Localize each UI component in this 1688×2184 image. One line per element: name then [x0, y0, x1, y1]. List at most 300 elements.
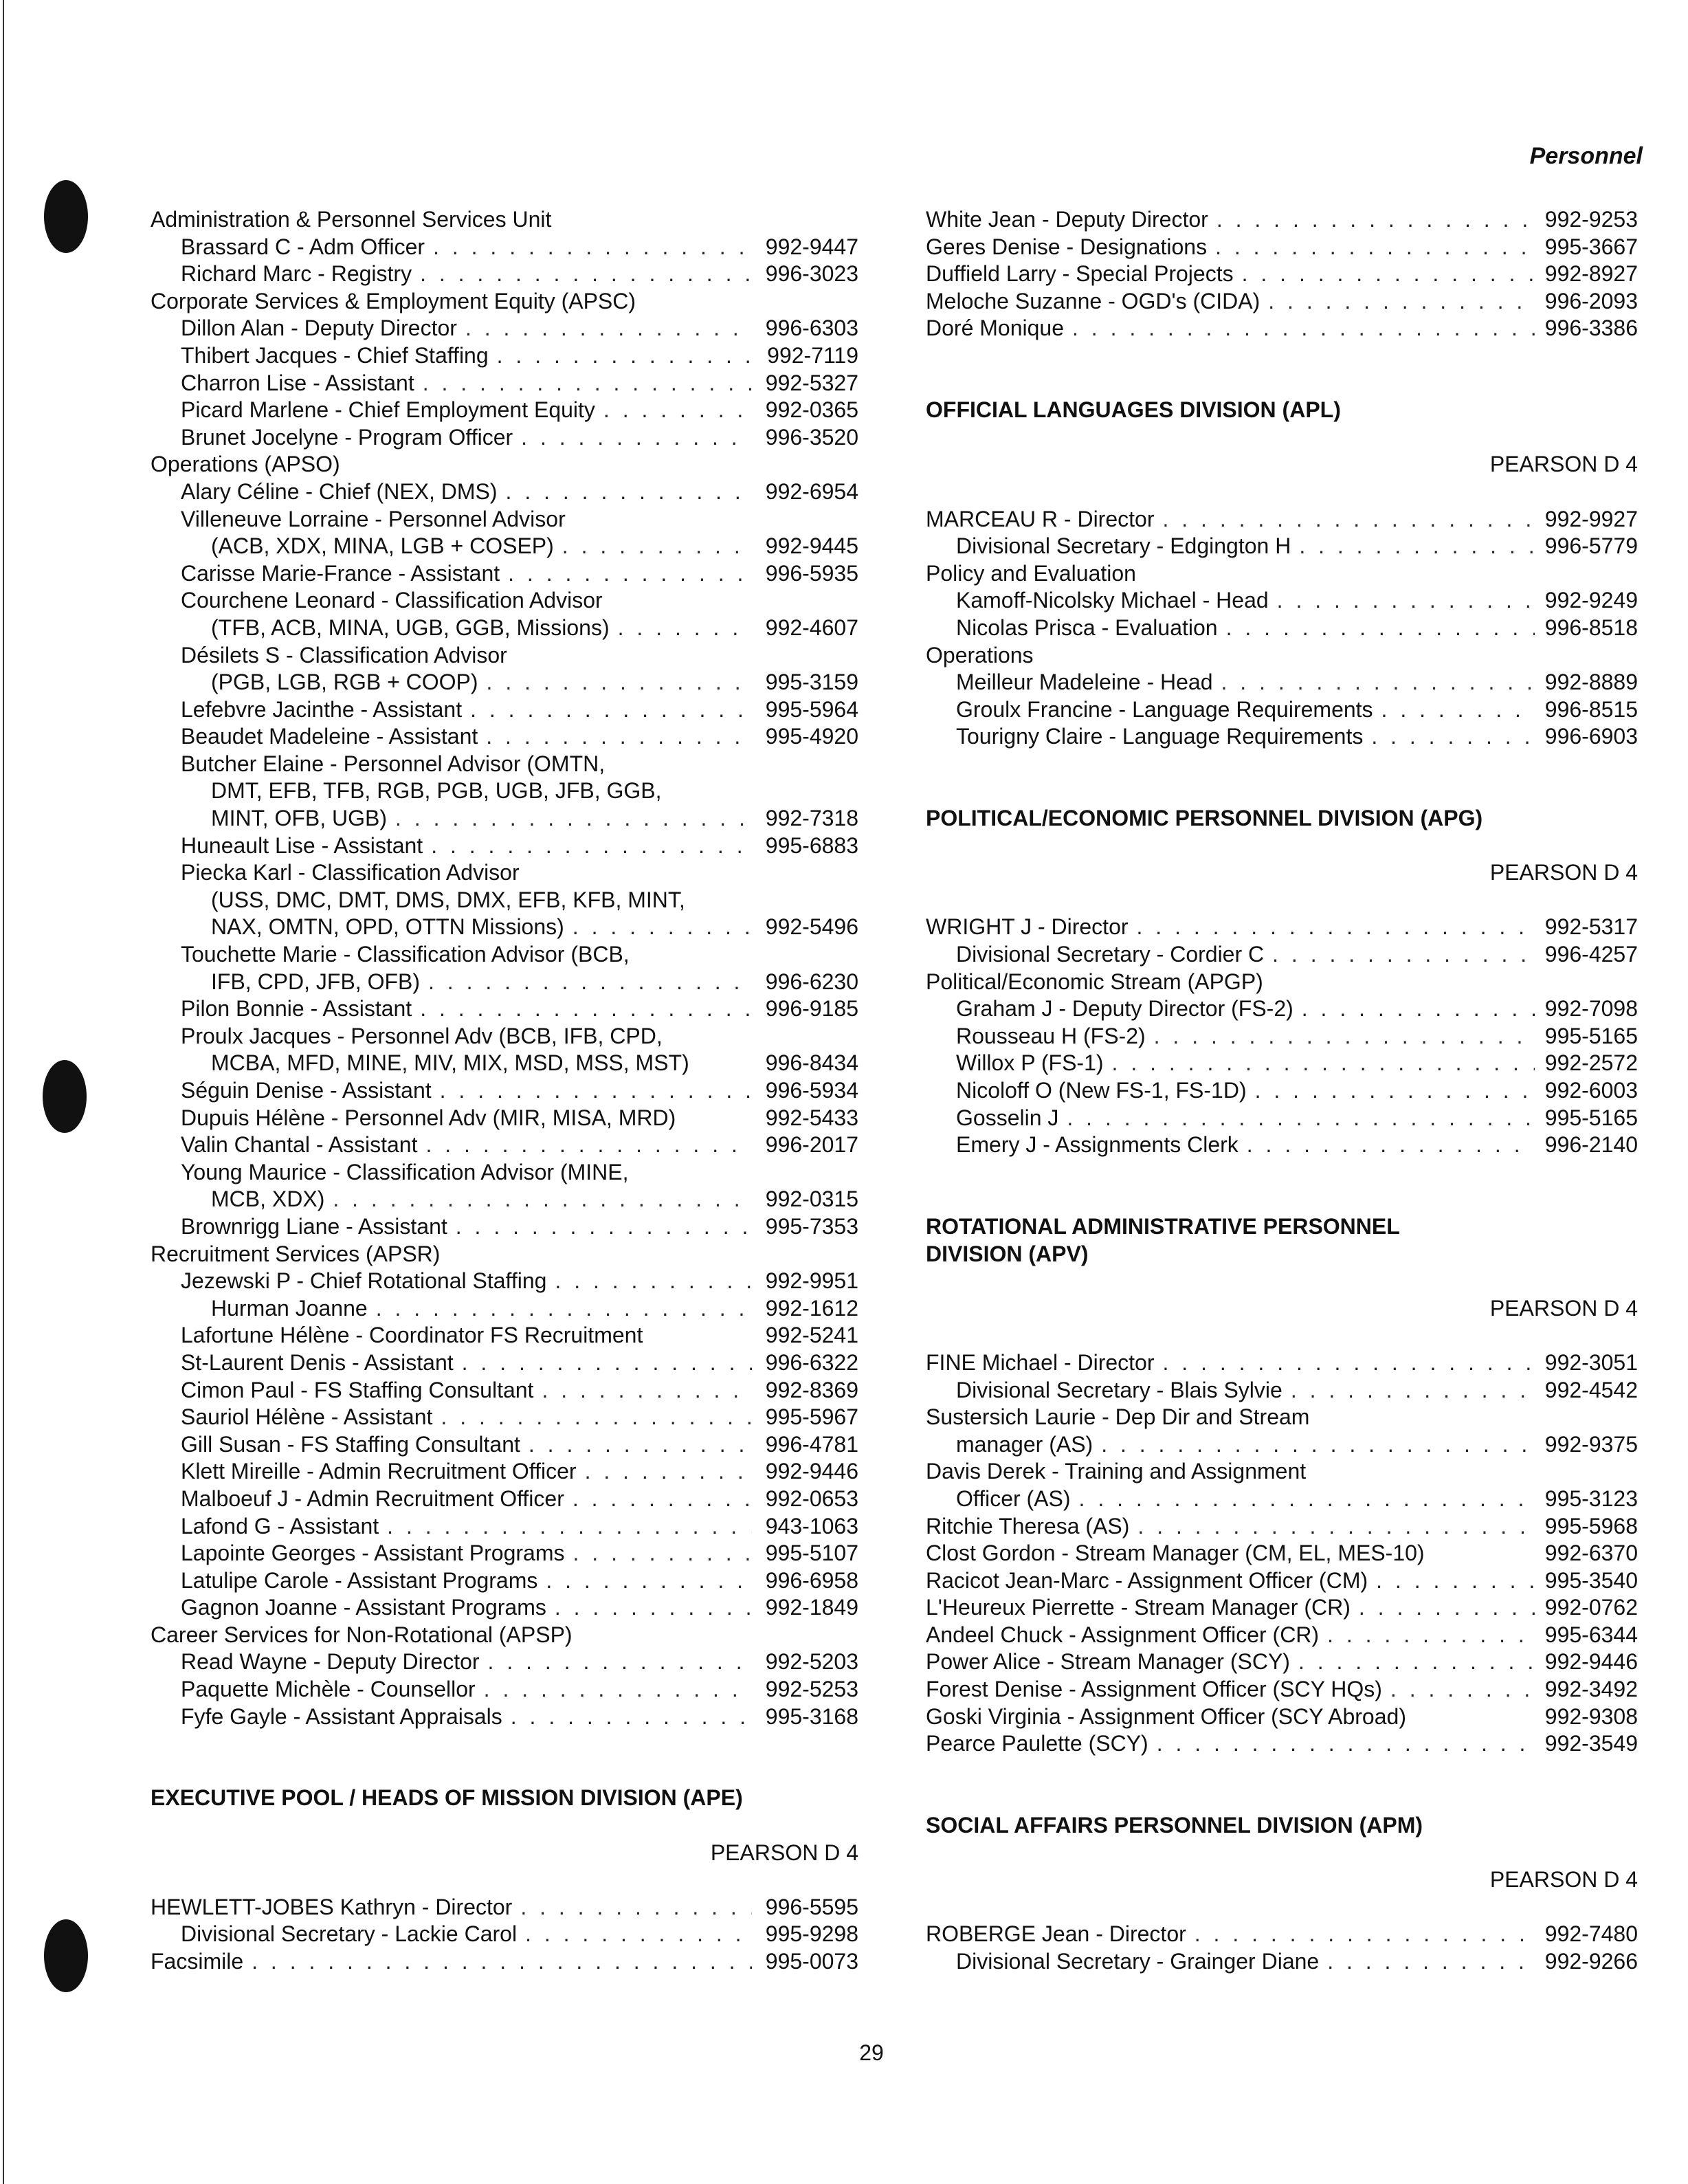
dot-leader [1277, 587, 1535, 615]
dot-leader [1154, 1023, 1535, 1050]
directory-entry [926, 1077, 1638, 1105]
directory-entry [926, 234, 1638, 261]
entry-name: Picard Marlene - Chief Employment Equity [181, 397, 595, 423]
location-political-economic: PEARSON D 4 [1489, 860, 1638, 885]
entry-name: Political/Economic Stream (APGP) [926, 969, 1263, 994]
entry-phone: 992-0315 [765, 1187, 858, 1212]
entry-phone: 996-3520 [765, 424, 858, 450]
directory-entry [151, 1594, 858, 1622]
directory-entry [151, 1322, 858, 1349]
entry-phone: 996-8434 [765, 1050, 858, 1076]
entry-name: Beaudet Madeleine - Assistant [181, 724, 478, 749]
entry-name: Carisse Marie-France - Assistant [181, 560, 500, 586]
entry-phone: 992-8889 [1544, 670, 1638, 695]
entry-name: Divisional Secretary - Lackie Carol [181, 1921, 518, 1947]
entry-phone: 995-5967 [765, 1404, 858, 1430]
directory-entry [151, 1132, 858, 1159]
entry-name: ROBERGE Jean - Director [926, 1921, 1186, 1947]
entry-name: Charron Lise - Assistant [181, 370, 414, 395]
entry-name: Operations [926, 642, 1034, 668]
entry-name: Rousseau H (FS-2) [956, 1023, 1146, 1048]
directory-entry [926, 1622, 1638, 1649]
dot-leader [486, 723, 752, 751]
dot-leader [1302, 995, 1535, 1023]
entry-phone: 996-8518 [1544, 615, 1638, 640]
directory-entry [926, 1730, 1638, 1758]
entry-name: Administration & Personnel Services Unit [151, 207, 552, 232]
directory-entry [151, 1268, 858, 1295]
dot-leader [423, 370, 752, 397]
entry-name: Divisional Secretary - Cordier C [956, 942, 1265, 967]
dot-leader [333, 1186, 752, 1213]
directory-entry [151, 451, 858, 478]
directory-entry [151, 587, 858, 615]
entry-name: Corporate Services & Employment Equity (APSC) [151, 288, 636, 313]
dot-leader [1072, 315, 1535, 342]
entry-phone: 996-5779 [1544, 533, 1638, 559]
directory-entry [926, 1676, 1638, 1703]
entry-name: Villeneuve Lorraine - Personnel Advisor [181, 506, 566, 531]
entry-phone: 996-2093 [1544, 288, 1638, 313]
entry-name: Nicolas Prisca - Evaluation [956, 615, 1218, 640]
entry-phone: 992-8369 [765, 1377, 858, 1402]
directory-entry [151, 234, 858, 261]
entry-phone: 992-5203 [765, 1649, 858, 1675]
entry-name: manager (AS) [956, 1431, 1093, 1457]
directory-entry [151, 370, 858, 397]
directory-entry [151, 969, 858, 996]
entry-name: Thibert Jacques - Chief Staffing [181, 342, 489, 368]
entry-name: Davis Derek - Training and Assignment [926, 1459, 1307, 1484]
entry-name: Forest Denise - Assignment Officer (SCY HQs) [926, 1677, 1382, 1702]
entry-name: Young Maurice - Classification Advisor (MINE, [181, 1159, 629, 1184]
dot-leader [520, 1894, 752, 1921]
entry-name: Divisional Secretary - Edgington H [956, 533, 1291, 559]
dot-leader [465, 315, 752, 342]
dot-leader [1298, 1648, 1535, 1676]
dot-leader [1157, 1730, 1535, 1758]
entry-phone: 992-3492 [1544, 1677, 1638, 1702]
directory-entry [151, 261, 858, 288]
entry-name: Pearce Paulette (SCY) [926, 1731, 1148, 1756]
entry-phone: 992-3549 [1544, 1731, 1638, 1756]
entry-name: Lefebvre Jacinthe - Assistant [181, 696, 463, 722]
dot-leader [462, 1349, 752, 1377]
directory-entry [151, 397, 858, 424]
directory-entry [151, 1676, 858, 1703]
dot-leader [511, 1703, 752, 1731]
dot-leader [433, 234, 752, 261]
entry-name: Ritchie Theresa (AS) [926, 1513, 1130, 1538]
section-heading-political-economic: POLITICAL/ECONOMIC PERSONNEL DIVISION (APG) [926, 806, 1483, 831]
dot-leader [603, 397, 752, 424]
entry-name: Sauriol Hélène - Assistant [181, 1404, 433, 1430]
entry-name: Officer (AS) [956, 1486, 1071, 1511]
entry-phone: 996-8515 [1544, 696, 1638, 722]
entry-phone: 995-3667 [1544, 234, 1638, 259]
directory-entry [926, 1105, 1638, 1132]
directory-entry [151, 1213, 858, 1241]
dot-leader [1215, 234, 1535, 261]
dot-leader [1272, 941, 1535, 969]
dot-leader [542, 1377, 752, 1404]
entry-name: Kamoff-Nicolsky Michael - Head [956, 588, 1269, 613]
right-column [926, 206, 1638, 1976]
dot-leader [1079, 1486, 1535, 1513]
entry-phone: 992-9951 [765, 1268, 858, 1294]
entry-name: Désilets S - Classification Advisor [181, 642, 507, 668]
entry-phone: 992-1849 [765, 1595, 858, 1620]
page-number: 29 [859, 2040, 884, 2065]
entry-name: Dupuis Hélène - Personnel Adv (MIR, MISA, MRD) [181, 1105, 676, 1130]
directory-entry [151, 832, 858, 860]
directory-entry [926, 1948, 1638, 1976]
directory-entry [151, 506, 858, 533]
entry-phone: 996-4257 [1544, 942, 1638, 967]
directory-entry [926, 995, 1638, 1023]
dot-leader [1195, 1921, 1535, 1948]
entry-name: Tourigny Claire - Language Requirements [956, 724, 1364, 749]
entry-phone: 996-6303 [765, 316, 858, 341]
directory-entry [151, 1540, 858, 1567]
punch-hole [43, 1060, 87, 1133]
dot-leader [1242, 261, 1535, 288]
directory-entry [926, 669, 1638, 696]
section-heading-executive-pool: EXECUTIVE POOL / HEADS OF MISSION DIVISION (APE) [151, 1785, 743, 1811]
directory-entry [926, 315, 1638, 342]
entry-phone: 995-3540 [1544, 1567, 1638, 1593]
dot-leader [506, 478, 752, 506]
entry-phone: 996-3386 [1544, 316, 1638, 341]
directory-entry [151, 1648, 858, 1676]
directory-entry [151, 1050, 858, 1077]
entry-name: Emery J - Assignments Clerk [956, 1132, 1239, 1158]
directory-entry [151, 995, 858, 1023]
directory-entry [151, 1241, 858, 1268]
dot-leader [1327, 1622, 1535, 1649]
entry-phone: 996-6230 [765, 969, 858, 994]
directory-entry [151, 478, 858, 506]
entry-name: St-Laurent Denis - Assistant [181, 1349, 454, 1375]
directory-entry [926, 1132, 1638, 1159]
social-affairs-list [926, 1921, 1638, 1975]
location-social-affairs: PEARSON D 4 [1489, 1867, 1638, 1893]
dot-leader [573, 1486, 752, 1513]
section-heading-rotational-admin: ROTATIONAL ADMINISTRATIVE PERSONNEL [926, 1213, 1400, 1239]
entry-phone: 992-9446 [1544, 1649, 1638, 1675]
entry-name: Doré Monique [926, 316, 1064, 341]
entry-phone: 992-9253 [1544, 207, 1638, 232]
dot-leader [1299, 533, 1535, 560]
personnel-services-list [151, 206, 858, 1730]
directory-entry [926, 506, 1638, 533]
entry-name: Power Alice - Stream Manager (SCY) [926, 1649, 1290, 1675]
dot-leader [1163, 1349, 1535, 1377]
directory-entry [151, 859, 858, 887]
dot-leader [1067, 1105, 1535, 1132]
entry-name: Career Services for Non-Rotational (APSP) [151, 1622, 573, 1647]
entry-phone: 996-5934 [765, 1078, 858, 1103]
entry-name: Klett Mireille - Admin Recruitment Officer [181, 1459, 577, 1484]
dot-leader [1221, 669, 1535, 696]
directory-entry [926, 1513, 1638, 1541]
entry-name: Proulx Jacques - Personnel Adv (BCB, IFB, CPD, [181, 1023, 663, 1048]
entry-phone: 996-6958 [765, 1567, 858, 1593]
directory-entry [926, 1458, 1638, 1486]
entry-name: MCBA, MFD, MINE, MIV, MIX, MSD, MSS, MST) [211, 1050, 689, 1076]
entry-phone: 992-5317 [1544, 914, 1638, 940]
directory-entry [151, 1894, 858, 1921]
entry-phone: 992-9266 [1544, 1949, 1638, 1974]
entry-name: Latulipe Carole - Assistant Programs [181, 1567, 538, 1593]
entry-phone: 992-6370 [1544, 1541, 1638, 1566]
entry-phone: 995-0073 [765, 1949, 858, 1974]
dot-leader [484, 1676, 752, 1703]
entry-name: MARCEAU R - Director [926, 506, 1155, 531]
dot-leader [431, 832, 752, 860]
entry-phone: 992-0762 [1544, 1595, 1638, 1620]
dot-leader [425, 1132, 752, 1159]
directory-entry [926, 288, 1638, 316]
entry-name: Alary Céline - Chief (NEX, DMS) [181, 478, 498, 504]
directory-entry [926, 1377, 1638, 1404]
entry-phone: 995-5165 [1544, 1023, 1638, 1048]
entry-phone: 996-5595 [765, 1894, 858, 1919]
entry-name: Gosselin J [956, 1105, 1059, 1130]
dot-leader [420, 995, 752, 1023]
entry-name: Divisional Secretary - Grainger Diane [956, 1949, 1320, 1974]
entry-name: L'Heureux Pierrette - Stream Manager (CR) [926, 1595, 1351, 1620]
dot-leader [1137, 914, 1535, 941]
dot-leader [420, 261, 752, 288]
directory-entry [151, 615, 858, 642]
entry-phone: 992-5327 [765, 370, 858, 395]
dot-leader [1226, 615, 1535, 642]
entry-name: Brownrigg Liane - Assistant [181, 1213, 447, 1239]
entry-name: Meloche Suzanne - OGD's (CIDA) [926, 288, 1261, 313]
entry-phone: 995-5968 [1544, 1513, 1638, 1538]
entry-phone: 992-9308 [1544, 1703, 1638, 1729]
punch-hole [44, 180, 88, 253]
entry-name: Racicot Jean-Marc - Assignment Officer (CM) [926, 1567, 1368, 1593]
entry-phone: 992-2572 [1544, 1050, 1638, 1076]
directory-entry [926, 1349, 1638, 1377]
dot-leader [1137, 1513, 1535, 1541]
dot-leader [555, 1594, 752, 1622]
directory-entry [926, 914, 1638, 941]
directory-entry [926, 1648, 1638, 1676]
entry-name: Lafond G - Assistant [181, 1513, 379, 1538]
directory-entry [926, 642, 1638, 670]
entry-phone: 992-9375 [1544, 1431, 1638, 1457]
entry-phone: 996-4781 [765, 1431, 858, 1457]
dot-leader [456, 1213, 752, 1241]
dot-leader [395, 805, 752, 832]
entry-name: NAX, OMTN, OPD, OTTN Missions) [211, 914, 564, 940]
entry-phone: 992-5496 [765, 914, 858, 940]
entry-name: Groulx Francine - Language Requirements [956, 696, 1373, 722]
entry-name: Touchette Marie - Classification Advisor (BCB, [181, 942, 630, 967]
dot-leader [252, 1948, 752, 1976]
entry-phone: 992-7318 [765, 806, 858, 831]
dot-leader [487, 669, 752, 696]
entry-phone: 995-5964 [765, 696, 858, 722]
entry-phone: 995-6883 [765, 832, 858, 858]
directory-entry [926, 1050, 1638, 1077]
directory-entry [151, 941, 858, 969]
directory-entry [151, 1404, 858, 1431]
directory-entry [151, 723, 858, 751]
directory-entry [151, 1105, 858, 1132]
entry-name: Pilon Bonnie - Assistant [181, 996, 412, 1022]
directory-entry [151, 1186, 858, 1213]
directory-entry [151, 315, 858, 342]
directory-entry [926, 1921, 1638, 1948]
entry-name: Huneault Lise - Assistant [181, 832, 423, 858]
directory-entry [151, 887, 858, 914]
dot-leader [1268, 288, 1535, 316]
entry-phone: 992-9249 [1544, 588, 1638, 613]
directory-entry [926, 1431, 1638, 1459]
directory-entry [151, 1567, 858, 1595]
directory-entry [151, 1622, 858, 1649]
directory-entry [151, 914, 858, 941]
entry-phone: 992-6003 [1544, 1078, 1638, 1103]
entry-phone: 995-7353 [765, 1213, 858, 1239]
entry-name: Dillon Alan - Deputy Director [181, 316, 457, 341]
entry-phone: 995-6344 [1544, 1622, 1638, 1647]
entry-name: Meilleur Madeleine - Head [956, 670, 1213, 695]
entry-name: (ACB, XDX, MINA, LGB + COSEP) [211, 533, 554, 559]
entry-phone: 996-5935 [765, 560, 858, 586]
entry-phone: 992-3051 [1544, 1349, 1638, 1375]
entry-phone: 996-9185 [765, 996, 858, 1022]
entry-name: Piecka Karl - Classification Advisor [181, 860, 520, 885]
entry-name: Recruitment Services (APSR) [151, 1241, 441, 1266]
page-section-title: Personnel [1529, 143, 1643, 169]
directory-entry [151, 669, 858, 696]
entry-name: Gagnon Joanne - Assistant Programs [181, 1595, 546, 1620]
dot-leader [562, 533, 752, 560]
entry-name: MINT, OFB, UGB) [211, 806, 387, 831]
entry-phone: 992-5241 [765, 1323, 858, 1348]
entry-phone: 992-5253 [765, 1677, 858, 1702]
entry-phone: 995-3123 [1544, 1486, 1638, 1511]
dot-leader [573, 914, 752, 941]
entry-name: (PGB, LGB, RGB + COOP) [211, 670, 478, 695]
entry-phone: 992-6954 [765, 478, 858, 504]
entry-phone: 992-0365 [765, 397, 858, 423]
location-rotational-admin: PEARSON D 4 [1489, 1295, 1638, 1321]
executive-pool-list [151, 1894, 858, 1976]
directory-entry [151, 1948, 858, 1976]
directory-entry [151, 1486, 858, 1513]
entry-name: Divisional Secretary - Blais Sylvie [956, 1377, 1282, 1402]
dot-leader [573, 1540, 753, 1567]
directory-entry [151, 533, 858, 560]
directory-entry [926, 206, 1638, 234]
directory-entry [926, 1486, 1638, 1513]
directory-entry [151, 1377, 858, 1404]
entry-phone: 996-6322 [765, 1349, 858, 1375]
directory-entry [151, 1431, 858, 1459]
entry-phone: 996-3023 [765, 261, 858, 287]
entry-name: IFB, CPD, JFB, OFB) [211, 969, 421, 994]
official-languages-list [926, 506, 1638, 751]
entry-phone: 992-4542 [1544, 1377, 1638, 1402]
entry-name: Policy and Evaluation [926, 560, 1136, 586]
directory-entry [926, 1404, 1638, 1431]
entry-name: Willox P (FS-1) [956, 1050, 1104, 1076]
directory-entry [151, 696, 858, 724]
entry-phone: 992-7119 [767, 342, 858, 368]
directory-entry [151, 642, 858, 670]
directory-entry [926, 261, 1638, 288]
dot-leader [497, 342, 752, 370]
directory-entry [151, 1159, 858, 1187]
directory-entry [926, 587, 1638, 615]
entry-name: Brunet Jocelyne - Program Officer [181, 424, 513, 450]
entry-name: Geres Denise - Designations [926, 234, 1208, 259]
dot-leader [376, 1295, 752, 1323]
entry-name: MCB, XDX) [211, 1187, 325, 1212]
rotational-admin-list [926, 1349, 1638, 1758]
entry-name: Operations (APSO) [151, 452, 340, 477]
entry-phone: 995-3168 [765, 1703, 858, 1729]
entry-name: Clost Gordon - Stream Manager (CM, EL, MES-10) [926, 1541, 1425, 1566]
directory-entry [926, 1567, 1638, 1595]
entry-name: Paquette Michèle - Counsellor [181, 1677, 476, 1702]
entry-phone: 992-9927 [1544, 506, 1638, 531]
directory-entry [926, 1594, 1638, 1622]
entry-name: Séguin Denise - Assistant [181, 1078, 432, 1103]
dot-leader [1390, 1676, 1535, 1703]
directory-entry [926, 615, 1638, 642]
entry-name: Brassard C - Adm Officer [181, 234, 425, 259]
entry-name: Valin Chantal - Assistant [181, 1132, 418, 1158]
directory-entry [151, 342, 858, 370]
directory-entry [151, 777, 858, 805]
entry-phone: 943-1063 [765, 1513, 858, 1538]
entry-name: Hurman Joanne [211, 1295, 368, 1321]
dot-leader [1359, 1594, 1535, 1622]
directory-entry [151, 1921, 858, 1948]
section-heading-rotational-admin-line2: DIVISION (APV) [926, 1241, 1089, 1266]
entry-phone: 995-5165 [1544, 1105, 1638, 1130]
entry-phone: 992-9446 [765, 1459, 858, 1484]
entry-name: Goski Virginia - Assignment Officer (SCY Abroad) [926, 1703, 1406, 1729]
entry-name: Butcher Elaine - Personnel Advisor (OMTN, [181, 751, 606, 776]
location-official-languages: PEARSON D 4 [1489, 452, 1638, 477]
entry-phone: 996-2017 [765, 1132, 858, 1158]
dot-leader [1247, 1132, 1535, 1159]
dot-leader [488, 1648, 752, 1676]
dot-leader [428, 969, 752, 996]
entry-phone: 996-6903 [1544, 724, 1638, 749]
dot-leader [1371, 723, 1535, 751]
entry-name: Richard Marc - Registry [181, 261, 412, 287]
dot-leader [529, 1431, 752, 1459]
entry-name: Andeel Chuck - Assignment Officer (CR) [926, 1622, 1320, 1647]
entry-name: Duffield Larry - Special Projects [926, 261, 1234, 287]
entry-phone: 992-4607 [765, 615, 858, 640]
directory-entry [151, 1703, 858, 1731]
entry-name: Sustersich Laurie - Dep Dir and Stream [926, 1404, 1310, 1430]
directory-entry [151, 1023, 858, 1050]
dot-leader [1217, 206, 1535, 234]
directory-entry [151, 206, 858, 234]
directory-entry [926, 560, 1638, 588]
